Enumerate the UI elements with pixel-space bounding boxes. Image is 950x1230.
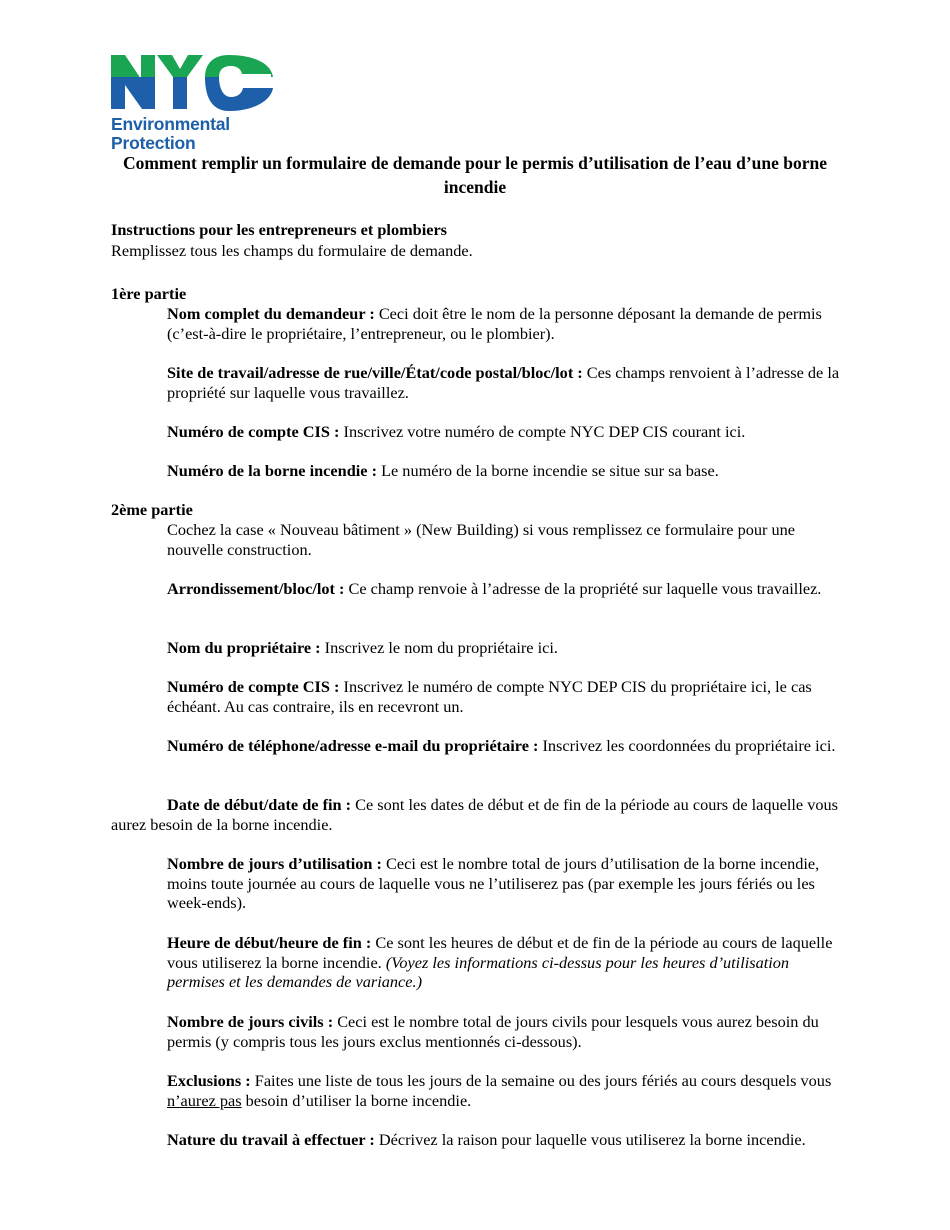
- part2-item-owner-cis-account: [167, 677, 847, 716]
- field-label: Date de début/date de fin :: [167, 795, 352, 814]
- field-note: (Voyez les informations ci-dessus pour les heures d’utilisation permises et les demandes de variance.): [167, 952, 790, 992]
- field-description: Le numéro de la borne incendie se situe sur sa base.: [377, 461, 719, 480]
- field-label: Numéro de la borne incendie :: [167, 461, 377, 480]
- field-label: Arrondissement/bloc/lot :: [167, 579, 345, 598]
- part1-item-work-site: [167, 363, 847, 402]
- part2-item-days-of-use: [167, 854, 847, 913]
- field-description: Inscrivez votre numéro de compte NYC DEP CIS courant ici.: [339, 422, 746, 441]
- field-label: Nombre de jours d’utilisation :: [167, 854, 382, 873]
- part2-item-nature-of-work: [167, 1130, 867, 1150]
- part2-item-owner-contact: [167, 736, 847, 756]
- field-label: Heure de début/heure de fin :: [167, 933, 372, 952]
- field-description: Décrivez la raison pour laquelle vous utiliserez la borne incendie.: [374, 1130, 806, 1149]
- nyc-logo-mark: [111, 55, 276, 111]
- field-label: Numéro de compte CIS :: [167, 422, 340, 441]
- field-label: Nombre de jours civils :: [167, 1012, 334, 1031]
- field-description: Faites une liste de tous les jours de la semaine ou des jours fériés au cours desquels vous: [250, 1071, 832, 1090]
- logo-line-protection: Protection: [111, 133, 196, 153]
- part2-item-exclusions: [167, 1071, 847, 1110]
- field-description: Ceci est le nombre total de jours civils pour lesquels vous aurez besoin du permis (y compris tous les jours exclus mentionnés ci-dessous).: [167, 1012, 819, 1051]
- instructions-text: Remplissez tous les champs du formulaire de demande.: [111, 241, 473, 260]
- field-description: Inscrivez le nom du propriétaire ici.: [320, 638, 558, 657]
- part2-item-owner-name: [167, 638, 847, 658]
- field-label: Numéro de compte CIS :: [167, 677, 340, 696]
- logo-line-environmental: Environmental: [111, 114, 230, 134]
- field-description: Ce champ renvoie à l’adresse de la propriété sur laquelle vous travaillez.: [344, 579, 822, 598]
- field-label: Numéro de téléphone/adresse e-mail du propriétaire :: [167, 736, 539, 755]
- field-label: Site de travail/adresse de rue/ville/État/code postal/bloc/lot :: [167, 363, 583, 382]
- field-description: Inscrivez le numéro de compte NYC DEP CIS du propriétaire ici, le cas échéant. Au cas contraire, ils en recevront un.: [167, 677, 812, 716]
- part2-item-start-end-date: [111, 795, 851, 834]
- field-description: Ce sont les dates de début et de fin de la période au cours de laquelle vous aurez besoin de la borne incendie.: [111, 795, 838, 834]
- field-label: Nature du travail à effectuer :: [167, 1130, 375, 1149]
- part1-item-hydrant-number: [167, 461, 847, 481]
- field-description: Ces champs renvoient à l’adresse de la propriété sur laquelle vous travaillez.: [167, 363, 840, 402]
- field-label: Nom du propriétaire :: [167, 638, 321, 657]
- nyc-dep-logo: [111, 55, 276, 153]
- part1-item-cis-account: [167, 422, 847, 442]
- field-emphasis: n’aurez pas: [167, 1090, 242, 1110]
- instructions-heading: Instructions pour les entrepreneurs et plombiers: [111, 220, 448, 239]
- field-description: Ce sont les heures de début et de fin de la période au cours de laquelle vous utiliserez la borne incendie.: [167, 933, 833, 972]
- page-title: Comment remplir un formulaire de demande pour le permis d’utilisation de l’eau d’une borne incendie: [122, 153, 828, 197]
- field-label: Exclusions :: [167, 1071, 251, 1090]
- part2-item-borough-block-lot: [167, 579, 847, 599]
- field-label: Nom complet du demandeur :: [167, 304, 375, 323]
- part1-heading: 1ère partie: [111, 284, 187, 303]
- part2-intro: Cochez la case « Nouveau bâtiment » (New Building) si vous remplissez ce formulaire pour une nouvelle construction.: [167, 520, 795, 559]
- field-description: Ceci doit être le nom de la personne déposant la demande de permis (c’est-à-dire le propriétaire, l’entrepreneur, ou le plombier).: [167, 304, 822, 343]
- part2-heading: 2ème partie: [111, 500, 193, 519]
- part2-item-start-end-time: [167, 933, 847, 992]
- part1-item-applicant-name: [167, 304, 847, 343]
- field-description: Inscrivez les coordonnées du propriétaire ici.: [538, 736, 836, 755]
- field-description-end: besoin d’utiliser la borne incendie.: [241, 1090, 472, 1110]
- part2-item-calendar-days: [167, 1012, 847, 1051]
- field-description: Ceci est le nombre total de jours d’utilisation de la borne incendie, moins toute journée au cours de laquelle vous ne l’utiliserez pas (par exemple les jours fériés ou les week-ends).: [167, 854, 820, 913]
